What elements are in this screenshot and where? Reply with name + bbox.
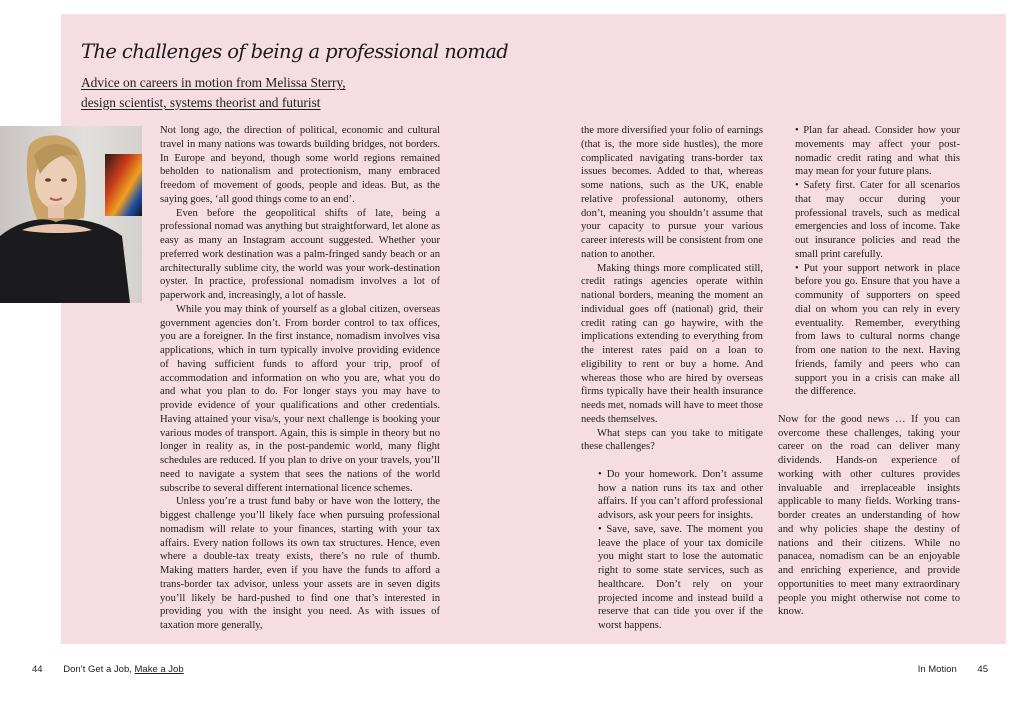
column-3 <box>778 124 960 619</box>
bullet-item: • Put your support network in place before you go. Ensure that you have a community of supporters on speed dial on whom you can rely in every eventuality. Remember, everything from laws to cultural norms change from one nation to the next. Having friends, family and peers who can support you in a crisis can make all the difference. <box>795 262 960 398</box>
paragraph: While you may think of yourself as a global citizen, overseas government agencies don’t. From border control to tax offices, you are a foreigner. In the first instance, nomadism involves visa applications, which in turn typically involve providing evidence of having sufficient funds to afford your trip, proof of accommodation and information on who you are, what you do and what you plan to do. For longer stays you may have to provide evidence of your qualifications and other credentials. Having attained your visa/s, your next challenge is booking your various modes of transport. Again, this is simple in theory but no longer in reality as, in the post-pandemic world, many flight schedules are reduced. If you plan to drive on your travels, you’ll need to navigate a system that sees the nations of the world subscribe to several different international licence schemes. <box>160 303 440 494</box>
footer-right <box>918 664 988 675</box>
article-subtitle <box>81 73 346 112</box>
bullet-item: • Do your homework. Don’t assume how a nation runs its tax and other affairs. If you can’t afford professional advisors, ask your peers for insights. <box>598 468 763 521</box>
paragraph: Making things more complicated still, credit ratings agencies operate within national borders, meaning the moment an individual goes off (national) grid, their credit rating can go haywire, with the implications extending to everything from the interest rates paid on a loan to eligibility to rent or buy a home. And whereas those who are hired by overseas firms typically have their health insurance needs met, nomads will have to meet those needs themselves. <box>581 262 763 425</box>
footer-left <box>32 664 184 675</box>
paragraph: Unless you’re a trust fund baby or have won the lottery, the biggest challenge you’ll likely face when pursuing professional nomadism will relate to your finances, starting with your tax affairs. Every nation follows its own tax structures. Hence, even where a double-tax treaty exists, there’s no rule of thumb. Making matters harder, even if you have the funds to afford a trans-border tax advisor, unless your assets are in seven digits you’ll likely be hard-pushed to find one that’s interested in providing you with the insight you need. As with issues of taxation more generally, <box>160 496 440 631</box>
subtitle-line-2: design scientist, systems theorist and futurist <box>81 94 321 110</box>
paragraph: the more diversified your folio of earnings (that is, the more side hustles), the more complicated navigating trans-border tax issues becomes. Added to that, whereas some nations, such as the UK, enable relative professional autonomy, others don’t, meaning you shouldn’t assume that your capacity to pursue your various career interests will be consistent from one nation to another. <box>581 125 763 260</box>
paragraph: Even before the geopolitical shifts of late, being a professional nomad was anything but straightforward, let alone as easy as many an Instagram account suggested. Whether your preferred work destination was a palm-fringed sandy beach or an architecturally sublime city, the world was your work-destination oyster. In practice, professional nomadism involves a lot of paperwork and, increasingly, a lot of hassle. <box>160 207 440 301</box>
page-number-left: 44 <box>32 664 43 675</box>
page-number-right: 45 <box>977 664 988 675</box>
section-name-left: Don’t Get a Job, <box>63 664 132 675</box>
portrait-photo <box>0 126 142 303</box>
article-title: The challenges of being a professional nomad <box>81 40 509 63</box>
section-link-make-a-job[interactable]: Make a Job <box>134 664 184 675</box>
bullet-item: • Safety first. Cater for all scenarios that may occur during your professional travels, such as medical emergencies and loss of income. Take out insurance policies and read the small print carefully. <box>795 180 960 260</box>
bullet-item: • Save, save, save. The moment you leave the place of your tax domicile you might start to lose the automatic right to some state services, such as healthcare. Don’t rely on your projected income and instead build a reserve that can tide you over if the worst happens. <box>598 523 763 631</box>
bullet-item: • Plan far ahead. Consider how your movements may affect your post-nomadic credit rating and what this may mean for your future plans. <box>795 125 960 178</box>
section-name-right: In Motion <box>917 664 957 675</box>
paragraph: Now for the good news … If you can overcome these challenges, taking your career on the road can deliver many dividends. Hands-on experience of working with other cultures provides invaluable and irreplaceable insights applicable to many fields. Working trans-border creates an understanding of how and why policies shape the destiny of nations and their citizens. While no panacea, nomadism can be an enjoyable and enriching experience, and provide opportunities to meet many extraordinary people you might otherwise not come to know. <box>778 413 960 618</box>
column-2 <box>581 124 763 633</box>
subtitle-line-1: Advice on careers in motion from Melissa Sterry, <box>81 75 346 90</box>
paragraph: What steps can you take to mitigate these challenges? <box>581 427 763 453</box>
paragraph: Not long ago, the direction of political, economic and cultural travel in many nations was towards building bridges, not borders. In Europe and beyond, though some world regions remained beholden to nationalism and protectionism, many embraced freedom of movement of goods, people and ideas. But, as the saying goes, ‘all good things come to an end’. <box>160 125 440 205</box>
column-1 <box>160 124 440 633</box>
